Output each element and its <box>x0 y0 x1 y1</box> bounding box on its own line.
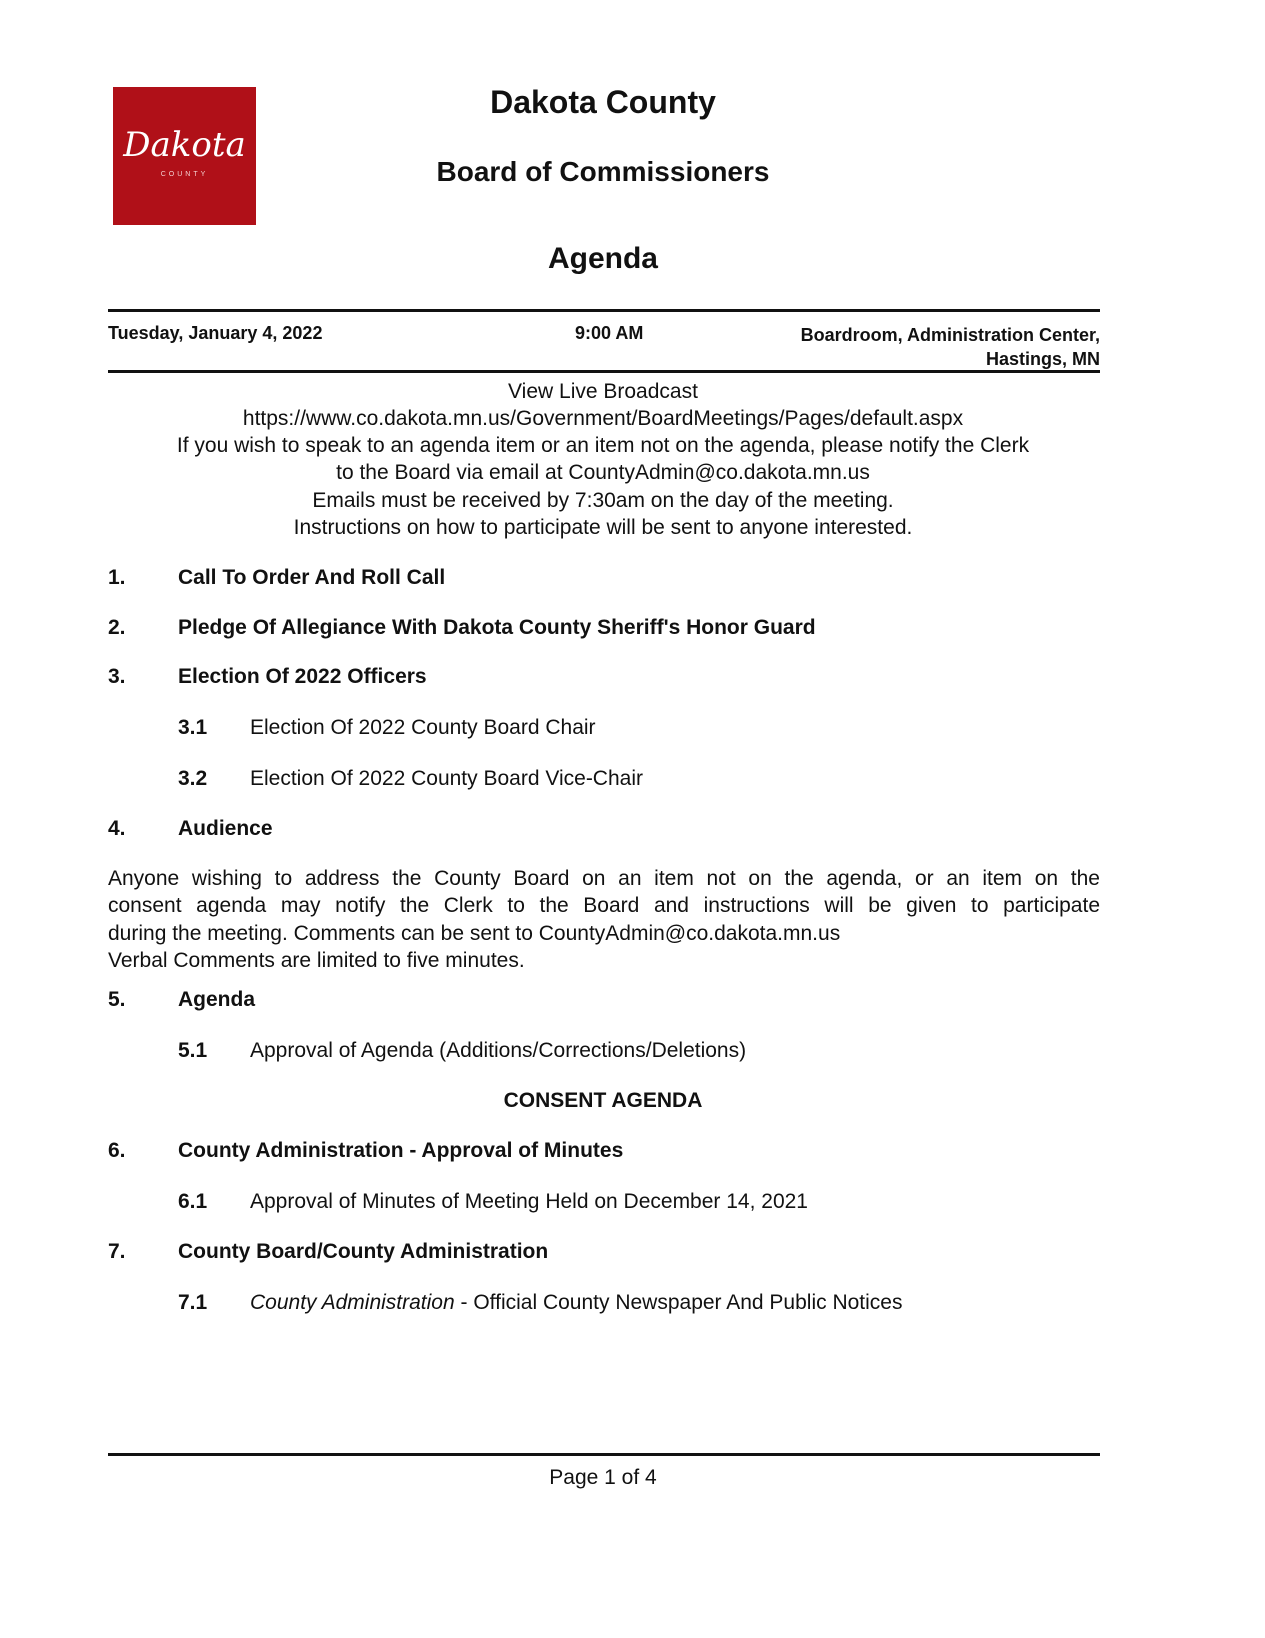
item-title: Call To Order And Roll Call <box>178 566 446 589</box>
item-title: Election Of 2022 Officers <box>178 665 427 688</box>
subitem-number: 7.1 <box>178 1291 208 1314</box>
item-number: 5. <box>108 988 126 1011</box>
item-number: 4. <box>108 817 126 840</box>
item-number: 2. <box>108 616 126 639</box>
subitem-title: Election Of 2022 County Board Vice-Chair <box>250 767 643 790</box>
info-line: to the Board via email at CountyAdmin@co.dakota.mn.us <box>336 461 870 484</box>
item-title: Pledge Of Allegiance With Dakota County Sheriff's Honor Guard <box>178 616 816 639</box>
page-number: Page 1 of 4 <box>549 1466 657 1489</box>
top-rule <box>108 309 1100 312</box>
subitem-title: Election Of 2022 County Board Chair <box>250 716 596 739</box>
footer-rule <box>108 1453 1100 1456</box>
broadcast-label: View Live Broadcast <box>508 380 698 403</box>
item-title: Audience <box>178 817 273 840</box>
info-line: If you wish to speak to an agenda item or an item not on the agenda, please notify the Clerk <box>176 434 1030 457</box>
board-title: Board of Commissioners <box>436 156 770 187</box>
department-name: County Administration <box>250 1291 455 1314</box>
subitem-title: Approval of Minutes of Meeting Held on December 14, 2021 <box>250 1190 808 1213</box>
meeting-time: 9:00 AM <box>575 323 644 343</box>
item-number: 6. <box>108 1139 126 1162</box>
meeting-date: Tuesday, January 4, 2022 <box>108 323 323 343</box>
subitem-number: 5.1 <box>178 1039 208 1062</box>
item-title: County Board/County Administration <box>178 1240 549 1263</box>
item-title: Agenda <box>178 988 256 1011</box>
subitem-number: 3.2 <box>178 767 208 790</box>
subitem-number: 6.1 <box>178 1190 208 1213</box>
subitem-title: Approval of Agenda (Additions/Corrections/Deletions) <box>250 1039 747 1062</box>
header-bottom-rule <box>108 370 1100 373</box>
consent-agenda-heading: CONSENT AGENDA <box>503 1089 703 1112</box>
county-title: Dakota County <box>490 84 716 120</box>
info-line: Instructions on how to participate will be sent to anyone interested. <box>293 516 913 539</box>
item-number: 3. <box>108 665 126 688</box>
dakota-county-logo: Dakota COUNTY <box>113 87 256 225</box>
meeting-location: Boardroom, Administration Center, Hastings, MN <box>800 325 1100 369</box>
document-type: Agenda <box>547 242 658 275</box>
subitem-number: 3.1 <box>178 716 208 739</box>
broadcast-url[interactable]: https://www.co.dakota.mn.us/Government/BoardMeetings/Pages/default.aspx <box>242 407 964 430</box>
info-line: Emails must be received by 7:30am on the day of the meeting. <box>312 489 894 512</box>
item-title: County Administration - Approval of Minutes <box>178 1139 624 1162</box>
subitem-title: County Administration - Official County Newspaper And Public Notices <box>250 1291 903 1314</box>
item-number: 1. <box>108 566 126 589</box>
audience-text: Anyone wishing to address the County Board on an item not on the agenda, or an item on the consent agenda may notify the Clerk to the Board and instructions will be given to participate during the meeting. Comments can be sent to CountyAdmin@co.dakota.mn.us Verbal Comments are limited to five minutes. <box>108 867 1100 972</box>
item-number: 7. <box>108 1240 126 1263</box>
